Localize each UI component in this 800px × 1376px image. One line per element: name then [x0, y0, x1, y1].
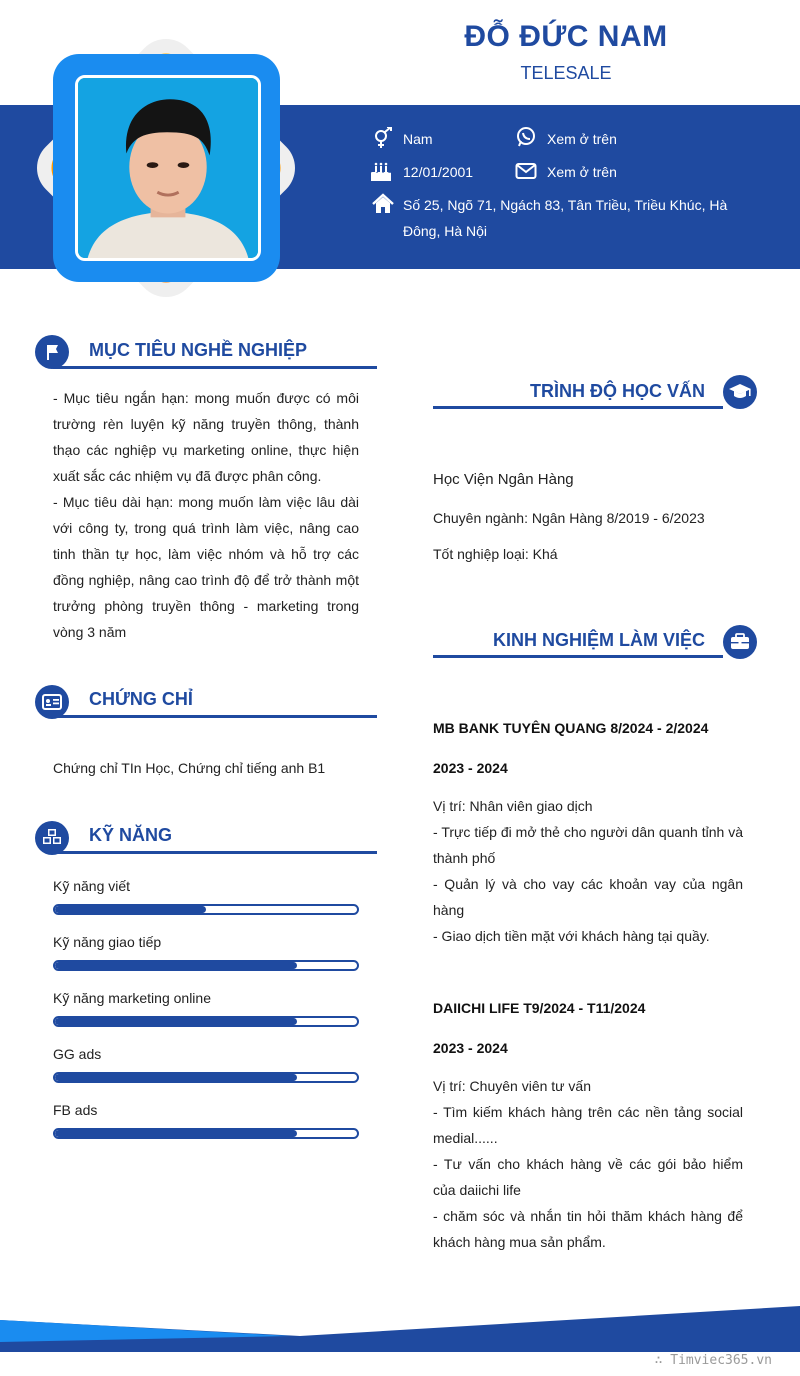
- certificates-text: Chứng chỉ TIn Học, Chứng chỉ tiếng anh B1: [53, 760, 326, 776]
- photo-frame: [26, 28, 306, 308]
- profile-photo: [75, 75, 261, 261]
- skill-bar: [53, 960, 359, 971]
- candidate-name: ĐỖ ĐỨC NAM: [464, 20, 668, 53]
- profile-photo-image: [78, 78, 258, 258]
- email-icon: [515, 160, 537, 182]
- birthday-cake-icon: [370, 160, 392, 182]
- education-school: Học Viện Ngân Hàng: [433, 471, 574, 488]
- cubes-icon: [35, 821, 69, 855]
- job-detail-line: - Quản lý và cho vay các khoản vay của ngân hàng: [433, 876, 743, 918]
- objective-divider: [53, 366, 377, 369]
- phone-value: Xem ở trên: [547, 131, 617, 147]
- job-detail-line: - Trực tiếp đi mở thẻ cho người dân quanh tỉnh và thành phố: [433, 824, 743, 866]
- skill-bar-fill: [55, 1018, 297, 1025]
- birthday-value: 12/01/2001: [403, 164, 474, 180]
- education-title: TRÌNH ĐỘ HỌC VẤN: [530, 381, 705, 401]
- skill-bar: [53, 1128, 359, 1139]
- job-detail-line: - Tư vấn cho khách hàng về các gói bảo hiểm của daiichi life: [433, 1156, 743, 1198]
- skill-bar-fill: [55, 1130, 297, 1137]
- education-grade: Tốt nghiệp loại: Khá: [433, 546, 558, 562]
- job-company: DAIICHI LIFE T9/2024 - T11/2024: [433, 1000, 646, 1016]
- job-details: [433, 1073, 743, 1255]
- gender-icon: [372, 127, 394, 149]
- address-line-1: Số 25, Ngõ 71, Ngách 83, Tân Triều, Triều Khúc, Hà: [403, 197, 728, 213]
- gender-value: Nam: [403, 131, 433, 147]
- job-detail-line: - chăm sóc và nhắn tin hỏi thăm khách hàng để khách hàng mua sản phẩm.: [433, 1208, 743, 1250]
- candidate-role: TELESALE: [520, 63, 612, 83]
- whatsapp-icon: [515, 126, 537, 148]
- skill-label: Kỹ năng viết: [53, 878, 131, 894]
- experience-divider: [433, 655, 723, 658]
- skill-bar: [53, 1072, 359, 1083]
- skill-bar-fill: [55, 906, 206, 913]
- job-period: 2023 - 2024: [433, 1040, 508, 1056]
- address-line-2: Đông, Hà Nội: [403, 223, 488, 239]
- education-major: Chuyên ngành: Ngân Hàng 8/2019 - 6/2023: [433, 510, 705, 526]
- briefcase-icon: [723, 625, 757, 659]
- objective-title: MỤC TIÊU NGHỀ NGHIỆP: [89, 340, 308, 360]
- certificates-title: CHỨNG CHỈ: [89, 689, 193, 709]
- job-detail-line: - Giao dịch tiền mặt với khách hàng tại quầy.: [433, 928, 710, 944]
- certificates-divider: [53, 715, 377, 718]
- job-detail-line: Vị trí: Chuyên viên tư vấn: [433, 1078, 591, 1094]
- graduation-cap-icon: [723, 375, 757, 409]
- flag-icon: [35, 335, 69, 369]
- watermark: ∴ Timviec365.vn: [654, 1353, 772, 1368]
- skill-bar-fill: [55, 962, 297, 969]
- objective-long-term: - Mục tiêu dài hạn: mong muốn làm việc lâu dài với công ty, trong quá trình làm việc, nâng cao tinh thần tự học, làm việc nhóm và hỗ trợ các đồng nghiệp, nâng cao trình độ để trở thành một trưởng phòng truyền thông - marketing trong vòng 3 năm: [53, 494, 359, 640]
- objective-short-term: - Mục tiêu ngắn hạn: mong muốn được có môi trường rèn luyện kỹ năng truyền thông, thành thạo các nghiệp vụ marketing online, thực hiện xuất sắc các nhiệm vụ đã được phân công.: [53, 390, 359, 484]
- skill-label: Kỹ năng giao tiếp: [53, 934, 162, 950]
- experience-title: KINH NGHIỆM LÀM VIỆC: [492, 630, 705, 650]
- skills-divider: [53, 851, 377, 854]
- job-company: MB BANK TUYÊN QUANG 8/2024 - 2/2024: [433, 720, 709, 736]
- skill-label: FB ads: [53, 1102, 98, 1118]
- skill-label: Kỹ năng marketing online: [53, 990, 211, 1006]
- email-value: Xem ở trên: [547, 164, 617, 180]
- job-detail-line: Vị trí: Nhân viên giao dịch: [433, 798, 593, 814]
- skills-title: KỸ NĂNG: [89, 825, 173, 845]
- objective-text: [53, 385, 359, 645]
- education-divider: [433, 406, 723, 409]
- job-detail-line: - Tìm kiếm khách hàng trên các nền tảng social medial......: [433, 1104, 743, 1146]
- skill-bar-fill: [55, 1074, 297, 1081]
- skill-bar: [53, 1016, 359, 1027]
- skill-label: GG ads: [53, 1046, 102, 1062]
- job-details: [433, 793, 743, 949]
- id-card-icon: [35, 685, 69, 719]
- home-icon: [372, 193, 394, 215]
- job-period: 2023 - 2024: [433, 760, 508, 776]
- skill-bar: [53, 904, 359, 915]
